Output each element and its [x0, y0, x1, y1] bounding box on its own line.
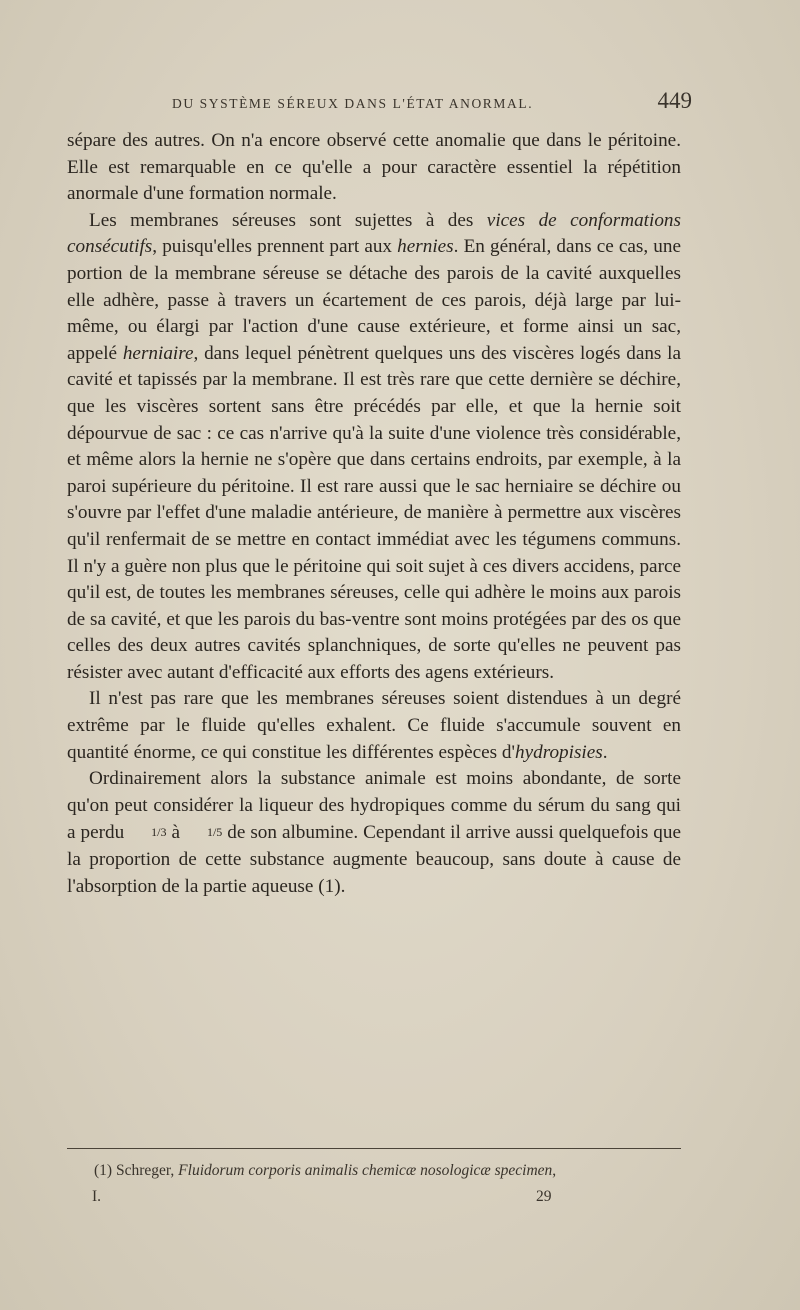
- volume-mark: I.: [92, 1188, 102, 1205]
- paragraph-2-text-a: Les membranes séreuses sont sujettes à des: [89, 209, 487, 231]
- paragraph-4-text-mid: à: [166, 822, 185, 844]
- footnote-title: Fluidorum corporis animalis chemicæ nosologicæ specimen: [178, 1162, 553, 1179]
- paragraph-2: [67, 208, 681, 687]
- page-number: 449: [657, 88, 692, 113]
- body-text: [67, 128, 681, 900]
- paragraph-4-text-b: de son albumine. Cependant il arrive aussi quelquefois que la proportion de cette substance augmente beaucoup, sans doute à cause de l'absorption de la partie aqueuse (1).: [67, 822, 681, 897]
- paragraph-2-italic-1: vices de conformations consécutifs: [67, 209, 681, 258]
- signature-line: [92, 1188, 652, 1212]
- paragraph-3: [67, 686, 681, 766]
- footnote-rule: [67, 1148, 681, 1149]
- footnote-marker: (1): [94, 1162, 113, 1179]
- paragraph-2-text-d: , dans lequel pénètrent quelques uns des viscères logés dans la cavité et tapissés par la membrane. Il est très rare que cette dernière se déchire, que les viscères sortent sans être précédés par elle, et que la hernie soit dépourvue de sac : ce cas n'arrive qu'à la suite d'une violence très considérable, et même alors la hernie ne s'opère que dans certains endroits, par exemple, à la paroi supérieure du péritoine. Il est rare aussi que le sac herniaire se déchire ou s'ouvre par l'effet d'une maladie antérieure, de manière à permettre aux viscères qu'il renfermait de se mettre en contact immédiat avec les tégumens communs. Il n'y a guère non plus que le péritoine qui soit sujet à ces divers accidens, parce qu'il est, de toutes les membranes séreuses, celle qui adhère le moins aux parois de sa cavité, et que les parois du bas-ventre sont moins protégées par des os que celles des deux autres cavités splanchniques, de sorte qu'elles ne peuvent pas résister avec autant d'efficacité aux efforts des agens extérieurs.: [67, 342, 681, 683]
- paragraph-2-italic-3: herniaire: [122, 342, 194, 364]
- paragraph-1-text: sépare des autres. On n'a encore observé cette anomalie que dans le péritoine. Elle est remarquable en ce qu'elle a pour caractère essentiel la répétition anormale d'une formation normale.: [67, 130, 681, 205]
- paragraph-2-italic-2: hernies: [397, 236, 454, 258]
- footnote-author: Schreger,: [112, 1162, 179, 1179]
- paragraph-1: [67, 128, 681, 208]
- paragraph-3-text-a: Il n'est pas rare que les membranes séreuses soient distendues à un degré extrême par le fluide qu'elles exhalent. Ce fluide s'accumule souvent en quantité énorme, ce qui constitue les différentes espèces d': [67, 688, 681, 763]
- paragraph-3-text-b: .: [602, 741, 608, 763]
- fraction-one-third: 1/3: [151, 825, 167, 840]
- running-title: DU SYSTÈME SÉREUX DANS L'ÉTAT ANORMAL.: [172, 96, 534, 111]
- paragraph-2-text-b: , puisqu'elles prennent part aux: [152, 236, 398, 258]
- sheet-signature: 29: [536, 1188, 552, 1205]
- paragraph-4: [67, 766, 681, 900]
- paragraph-2-text-c: . En général, dans ce cas, une portion de la membrane séreuse se détache des parois de la cavité auxquelles elle adhère, passe à travers un écartement de ces parois, déjà large par lui-même, ou élargi par l'action d'une cause extérieure, et forme ainsi un sac, appelé: [67, 236, 681, 364]
- footnote: [94, 1160, 684, 1182]
- paragraph-4-text-a: Ordinairement alors la substance animale est moins abondante, de sorte qu'on peut considérer la liqueur des hydropiques comme du sérum du sang qui a perdu: [67, 768, 681, 844]
- paragraph-3-italic-1: hydropisies: [514, 741, 603, 763]
- footnote-end: ,: [552, 1162, 557, 1179]
- page-header: [62, 88, 692, 120]
- fraction-one-fifth: 1/5: [206, 825, 223, 840]
